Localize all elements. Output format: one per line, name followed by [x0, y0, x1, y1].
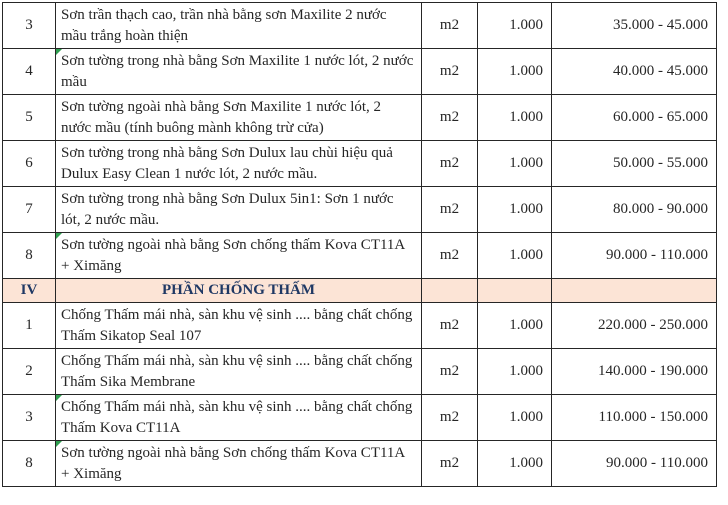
- description-cell: [56, 395, 422, 441]
- price-table-body: [3, 3, 717, 487]
- description-cell: [56, 187, 422, 233]
- description-text: Chống Thấm mái nhà, sàn khu vệ sinh .... bằng chất chống Thấm Sika Membrane: [61, 352, 413, 390]
- price-cell: 40.000 - 45.000: [552, 49, 717, 95]
- description-text: Sơn tường trong nhà bằng Sơn Dulux lau chùi hiệu quả Dulux Easy Clean 1 nước lót, 2 nước mầu.: [61, 144, 393, 182]
- unit-cell: m2: [422, 187, 478, 233]
- unit-cell: m2: [422, 441, 478, 487]
- price-cell: 35.000 - 45.000: [552, 3, 717, 49]
- cell-note-marker-icon: [56, 233, 62, 239]
- quantity-cell: 1.000: [478, 303, 552, 349]
- quantity-cell: 1.000: [478, 141, 552, 187]
- row-number-cell: 6: [3, 141, 56, 187]
- row-number-cell: 5: [3, 95, 56, 141]
- description-cell: [56, 95, 422, 141]
- description-cell: [56, 441, 422, 487]
- price-cell: 110.000 - 150.000: [552, 395, 717, 441]
- price-cell: 50.000 - 55.000: [552, 141, 717, 187]
- description-text: Sơn tường ngoài nhà bằng Sơn Maxilite 1 nước lót, 2 nước mầu (tính buông mành không trừ cửa): [61, 98, 382, 136]
- row-number-cell: 3: [3, 3, 56, 49]
- table-row: [3, 3, 717, 49]
- description-cell: [56, 349, 422, 395]
- table-row: [3, 95, 717, 141]
- quantity-cell: 1.000: [478, 349, 552, 395]
- unit-cell: m2: [422, 395, 478, 441]
- quantity-cell: 1.000: [478, 49, 552, 95]
- table-row: [3, 349, 717, 395]
- cell-note-marker-icon: [56, 395, 62, 401]
- table-row: [3, 395, 717, 441]
- table-row: [3, 441, 717, 487]
- description-cell: [56, 141, 422, 187]
- table-row: [3, 141, 717, 187]
- price-list-table: [2, 2, 717, 487]
- section-header-row: [3, 279, 717, 303]
- unit-cell: m2: [422, 303, 478, 349]
- section-title-cell: PHẦN CHỐNG THẤM: [56, 279, 422, 303]
- description-text: Sơn tường trong nhà bằng Sơn Dulux 5in1: Sơn 1 nước lót, 2 nước mầu.: [61, 190, 394, 228]
- description-text: Sơn trần thạch cao, trần nhà bằng sơn Maxilite 2 nước mầu trắng hoàn thiện: [61, 6, 387, 44]
- description-text: Sơn tường ngoài nhà bằng Sơn chống thấm Kova CT11A + Ximăng: [61, 236, 405, 274]
- unit-cell: m2: [422, 141, 478, 187]
- row-number-cell: 4: [3, 49, 56, 95]
- description-cell: [56, 49, 422, 95]
- description-text: Chống Thấm mái nhà, sàn khu vệ sinh .... bằng chất chống Thấm Kova CT11A: [61, 398, 413, 436]
- section-empty-cell: [422, 279, 478, 303]
- row-number-cell: 2: [3, 349, 56, 395]
- table-row: [3, 233, 717, 279]
- price-cell: 90.000 - 110.000: [552, 233, 717, 279]
- description-text: Chống Thấm mái nhà, sàn khu vệ sinh .... bằng chất chống Thấm Sikatop Seal 107: [61, 306, 413, 344]
- quantity-cell: 1.000: [478, 441, 552, 487]
- quantity-cell: 1.000: [478, 395, 552, 441]
- price-cell: 220.000 - 250.000: [552, 303, 717, 349]
- price-cell: 60.000 - 65.000: [552, 95, 717, 141]
- unit-cell: m2: [422, 349, 478, 395]
- unit-cell: m2: [422, 49, 478, 95]
- unit-cell: m2: [422, 3, 478, 49]
- description-text: Sơn tường trong nhà bằng Sơn Maxilite 1 nước lót, 2 nước mầu: [61, 52, 414, 90]
- row-number-cell: 8: [3, 233, 56, 279]
- table-row: [3, 49, 717, 95]
- section-empty-cell: [478, 279, 552, 303]
- section-number-cell: IV: [3, 279, 56, 303]
- quantity-cell: 1.000: [478, 95, 552, 141]
- description-cell: [56, 233, 422, 279]
- description-cell: [56, 303, 422, 349]
- row-number-cell: 8: [3, 441, 56, 487]
- price-cell: 90.000 - 110.000: [552, 441, 717, 487]
- cell-note-marker-icon: [56, 441, 62, 447]
- row-number-cell: 7: [3, 187, 56, 233]
- unit-cell: m2: [422, 233, 478, 279]
- table-row: [3, 303, 717, 349]
- row-number-cell: 1: [3, 303, 56, 349]
- unit-cell: m2: [422, 95, 478, 141]
- row-number-cell: 3: [3, 395, 56, 441]
- section-empty-cell: [552, 279, 717, 303]
- description-cell: [56, 3, 422, 49]
- description-text: Sơn tường ngoài nhà bằng Sơn chống thấm Kova CT11A + Ximăng: [61, 444, 405, 482]
- cell-note-marker-icon: [56, 49, 62, 55]
- quantity-cell: 1.000: [478, 3, 552, 49]
- table-row: [3, 187, 717, 233]
- quantity-cell: 1.000: [478, 187, 552, 233]
- price-cell: 80.000 - 90.000: [552, 187, 717, 233]
- quantity-cell: 1.000: [478, 233, 552, 279]
- price-cell: 140.000 - 190.000: [552, 349, 717, 395]
